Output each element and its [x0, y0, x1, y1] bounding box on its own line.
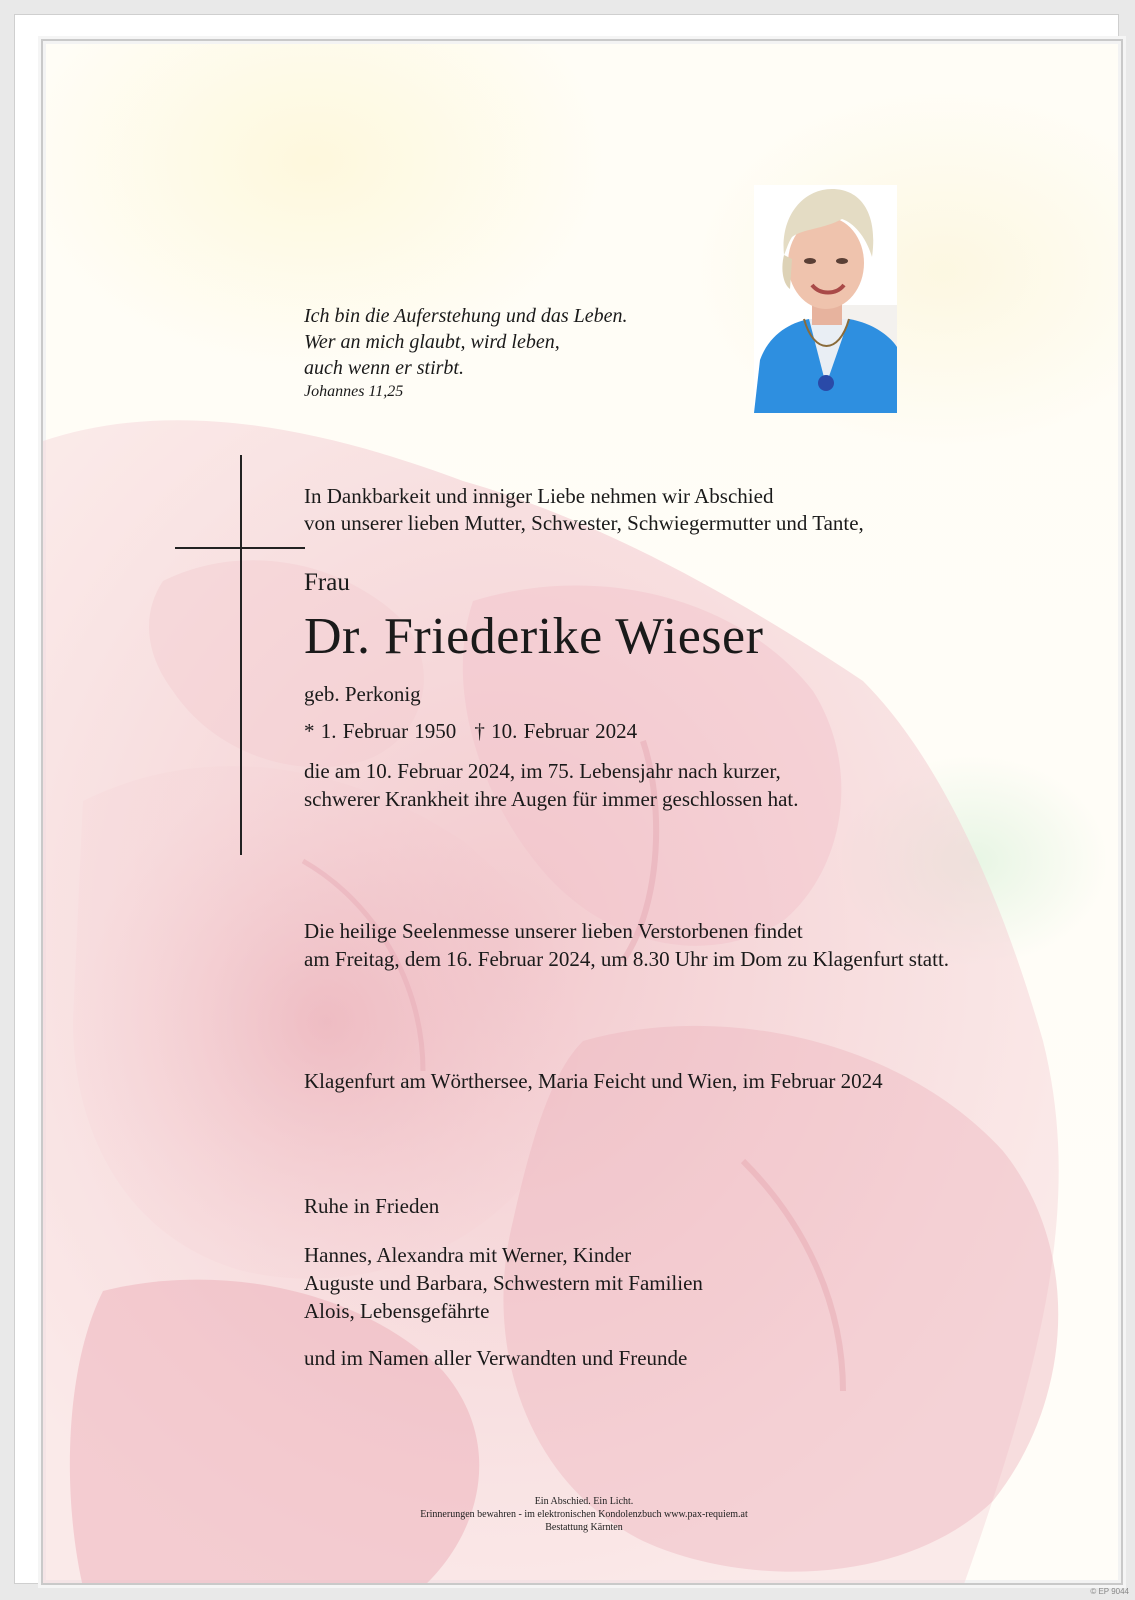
rest-in-peace: Ruhe in Frieden: [304, 1194, 440, 1218]
mass-line: am Freitag, dem 16. Februar 2024, um 8.30 Uhr im Dom zu Klagenfurt statt.: [304, 947, 950, 971]
mourner-line: Hannes, Alexandra mit Werner, Kinder: [304, 1243, 632, 1267]
obituary-sheet: [14, 14, 1119, 1584]
intro-line: In Dankbarkeit und inniger Liebe nehmen wir Abschied: [304, 484, 774, 508]
intro-text: [304, 483, 864, 537]
footer-line: Ein Abschied. Ein Licht.: [534, 1496, 634, 1507]
portrait-photo: [754, 185, 897, 413]
mourner-line: Alois, Lebensgefährte: [304, 1299, 490, 1323]
mourners-list: [304, 1241, 703, 1325]
intro-line: von unserer lieben Mutter, Schwester, Schwiegermutter und Tante,: [304, 511, 864, 535]
cross-vertical-bar: [240, 455, 242, 855]
deceased-name: Dr. Friederike Wieser: [304, 608, 764, 665]
birth-date: * 1. Februar 1950: [304, 719, 457, 743]
cross-horizontal-bar: [175, 547, 305, 549]
funeral-mass-text: [304, 917, 949, 973]
mourner-line: Auguste und Barbara, Schwestern mit Familien: [304, 1271, 703, 1295]
place-and-date: Klagenfurt am Wörthersee, Maria Feicht und Wien, im Februar 2024: [304, 1069, 883, 1093]
death-line: die am 10. Februar 2024, im 75. Lebensjahr nach kurzer,: [304, 759, 781, 783]
mass-line: Die heilige Seelenmesse unserer lieben Verstorbenen findet: [304, 919, 803, 943]
death-line: schwerer Krankheit ihre Augen für immer geschlossen hat.: [304, 787, 799, 811]
verse-line: Ich bin die Auferstehung und das Leben.: [304, 305, 628, 327]
death-notice-text: [304, 757, 799, 813]
bible-verse: [304, 303, 627, 381]
print-code: © EP 9044: [1090, 1587, 1129, 1596]
verse-line: Wer an mich glaubt, wird leben,: [304, 331, 560, 353]
birth-name: geb. Perkonig: [304, 682, 421, 706]
verse-reference: Johannes 11,25: [304, 383, 404, 400]
closing-line: und im Namen aller Verwandten und Freunde: [304, 1346, 688, 1370]
death-date: † 10. Februar 2024: [474, 719, 638, 743]
obituary-frame: [41, 39, 1123, 1585]
footer-line: Erinnerungen bewahren - im elektronischen Kondolenzbuch www.pax-requiem.at: [420, 1509, 748, 1520]
life-dates: [304, 719, 637, 744]
footer-line: Bestattung Kärnten: [545, 1522, 623, 1533]
portrait-image: [754, 185, 897, 413]
footer: [43, 1495, 1123, 1534]
verse-line: auch wenn er stirbt.: [304, 357, 464, 379]
salutation: Frau: [304, 569, 350, 596]
